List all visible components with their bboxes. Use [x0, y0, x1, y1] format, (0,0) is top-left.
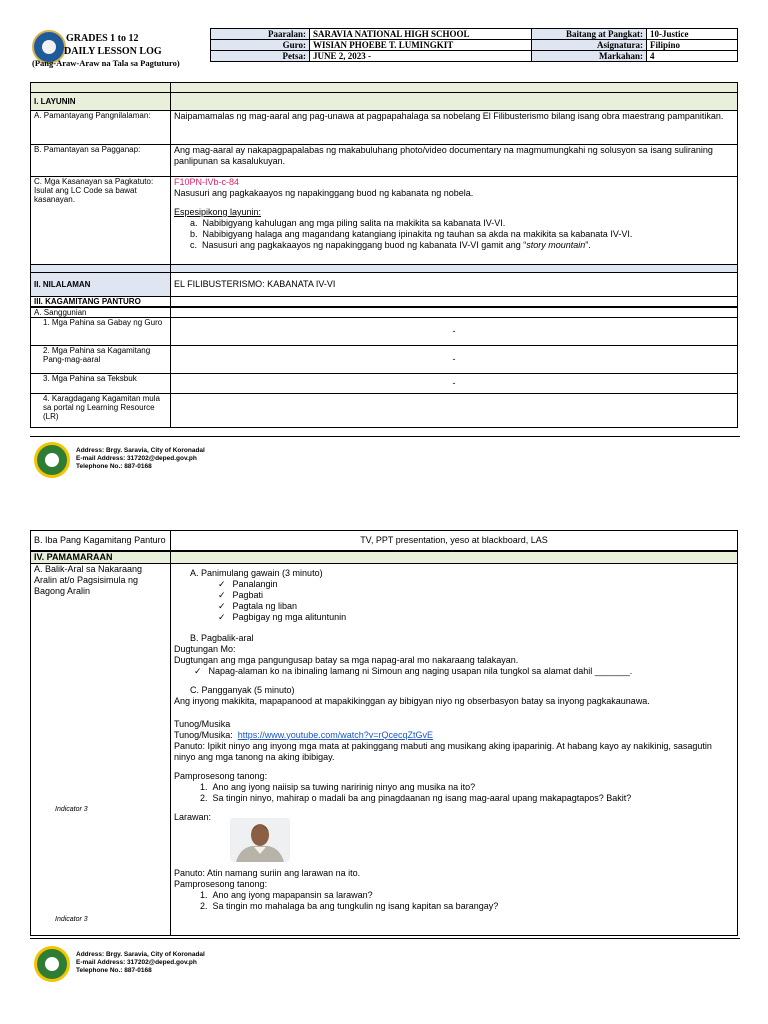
footer-1-address: Address: Brgy. Saravia, City of Koronadal: [76, 447, 205, 454]
objective-a: a. Nabibigyang kahulugan ang mga piling salita na makikita sa kabanata IV-VI.: [190, 218, 506, 228]
panuto-1: Panuto: Ipikit ninyo ang inyong mga mata at pakinggang mabuti ang musikang aking ipaparinig. At habang kayo ay nakikinig, sasagutin ninyo ang mga tanong na aking ibibigay.: [174, 740, 712, 762]
question-2: 2. Sa tingin ninyo, mahirap o madali ba ang pinagdaanan ng isang mag-aaral upang makapagtapos? Bakit?: [200, 792, 632, 803]
pamprosesong-tanong-1: Pamprosesong tanong:: [174, 770, 268, 781]
pamamaraan-content: [171, 563, 738, 935]
objective-b: b. Nabibigyang halaga ang magandang katangiang ipinakita ng tauhan sa akda na makikita sa kabanata IV-VI.: [190, 229, 633, 239]
check-item-3: ✓ Pagtala ng liban: [218, 600, 298, 611]
teacher-value: WISIAN PHOEBE T. LUMINGKIT: [310, 40, 532, 51]
grade-label: Baitang at Pangkat:: [532, 29, 647, 40]
pangganyak-title: C. Pangganyak (5 minuto): [190, 684, 295, 695]
school-logo-icon: [34, 442, 70, 478]
espesipikong-layunin-title: Espesipikong layunin:: [174, 207, 262, 217]
kasanayan-label: C. Mga Kasanayan sa Pagkatuto: Isulat ang LC Code sa bawat kasanayan.: [31, 177, 171, 265]
dugtungan-item: ✓ Napag-alaman ko na ibinaling lamang ni Simoun ang naging usapan nila tungkol sa alamat dahil _______.: [194, 665, 633, 676]
lesson-table-page1: [30, 82, 738, 428]
sanggunian-label: A. Sanggunian: [31, 307, 171, 318]
panuto-2: Panuto: Atin namang suriin ang larawan na ito.: [174, 867, 361, 878]
dugtungan-text: Dugtungan ang mga pangungusap batay sa mga napag-aral mo nakaraang talakayan.: [174, 654, 519, 665]
footer-2-phone: Telephone No.: 887-0168: [76, 967, 152, 974]
header-title-line2: DAILY LESSON LOG: [64, 46, 162, 57]
check-icon: ✓: [218, 600, 226, 611]
pagbalik-aral-title: B. Pagbalik-aral: [190, 632, 254, 643]
check-icon: ✓: [194, 665, 202, 676]
iba-kagamitan-text: TV, PPT presentation, yeso at blackboard, LAS: [171, 531, 738, 551]
footer-2-address: Address: Brgy. Saravia, City of Koronadal: [76, 951, 205, 958]
dugtungan-title: Dugtungan Mo:: [174, 643, 236, 654]
school-value: SARAVIA NATIONAL HIGH SCHOOL: [310, 29, 532, 40]
balik-aral-label: A. Balik-Aral sa Nakaraang Aralin at/o Pagsisimula ng Bagong Aralin: [34, 563, 143, 596]
youtube-link[interactable]: https://www.youtube.com/watch?v=rQcecqZtGvE: [237, 729, 434, 740]
header-title-line3: (Pang-Araw-Araw na Tala sa Pagtuturo): [32, 58, 180, 68]
quarter-value: 4: [647, 51, 738, 62]
pamantayan-pagganap-label: B. Pamantayan sa Pagganap:: [31, 145, 171, 177]
header-title-line1: GRADES 1 to 12: [66, 33, 139, 44]
kagamitang-mag-aaral-label: 2. Mga Pahina sa Kagamitang Pang-mag-aaral: [31, 346, 171, 374]
check-icon: ✓: [218, 578, 226, 589]
quarter-label: Markahan:: [532, 51, 647, 62]
panimula-title: A. Panimulang gawain (3 minuto): [190, 567, 323, 578]
lc-code: F10PN-IVb-c-84: [174, 177, 240, 187]
teacher-label: Guro:: [211, 40, 310, 51]
teksbuk-value: -: [171, 374, 738, 394]
question-4: 2. Sa tingin mo mahalaga ba ang tungkulin ng isang kapitan sa barangay?: [200, 900, 499, 911]
pamprosesong-tanong-2: Pamprosesong tanong:: [174, 878, 268, 889]
check-item-1: ✓ Panalangin: [218, 578, 278, 589]
subject-value: Filipino: [647, 40, 738, 51]
teksbuk-label: 3. Mga Pahina sa Teksbuk: [31, 374, 171, 394]
pamantayang-pangnilalaman-text: Naipamamalas ng mag-aaral ang pag-unawa at pagpapahalaga sa nobelang El Filibusterismo bilang isang obra maestrang pampanitikan.: [171, 111, 738, 145]
check-item-2: ✓ Pagbati: [218, 589, 264, 600]
pamantayan-pagganap-text: Ang mag-aaral ay nakapagpapalabas ng makabuluhang photo/video documentary na magmumungkahi ng solusyon sa isang suliraning panlipunan sa kasalukuyan.: [171, 145, 738, 177]
header-info-table: [210, 28, 738, 62]
larawan-label: Larawan:: [174, 811, 212, 822]
header-title-block: [32, 28, 210, 68]
footer-1-email: E-mail Address: 317202@deped.gov.ph: [76, 455, 197, 462]
tunog-title: Tunog/Musika: [174, 718, 231, 729]
question-1: 1. Ano ang iyong naiisip sa tuwing naririnig ninyo ang musika na ito?: [200, 781, 476, 792]
school-logo-icon: [34, 946, 70, 982]
subject-label: Asignatura:: [532, 40, 647, 51]
page1-footer-divider: [30, 436, 740, 437]
lesson-table-page2: [30, 530, 738, 936]
kagamitang-mag-aaral-value: -: [171, 346, 738, 374]
gabay-guro-value: -: [171, 318, 738, 346]
iba-kagamitan-label: B. Iba Pang Kagamitang Panturo: [31, 531, 171, 551]
layunin-title: I. LAYUNIN: [31, 93, 171, 111]
check-icon: ✓: [218, 611, 226, 622]
check-icon: ✓: [218, 589, 226, 600]
date-label: Petsa:: [211, 51, 310, 62]
kagamitan-title: III. KAGAMITANG PANTURO: [31, 297, 171, 308]
grade-value: 10-Justice: [647, 29, 738, 40]
balik-aral-label-cell: [31, 563, 171, 935]
nilalaman-text: EL FILIBUSTERISMO: KABANATA IV-VI: [171, 273, 738, 297]
pangganyak-text: Ang inyong makikita, mapapanood at mapakikinggan ay bibigyan niyo ng obserbasyon batay sa inyong pagkakaunawa.: [174, 695, 650, 706]
nilalaman-title: II. NILALAMAN: [31, 273, 171, 297]
footer-1-phone: Telephone No.: 887-0168: [76, 463, 152, 470]
indicator-label-1: Indicator 3: [55, 805, 88, 813]
page2-footer-divider: [30, 938, 740, 939]
kasanayan-cell: [171, 177, 738, 265]
kapitan-photo: [230, 818, 290, 862]
tunog-line: Tunog/Musika: https://www.youtube.com/watch?v=rQcecqZtGvE: [174, 729, 434, 740]
lr-portal-label: 4. Karagdagang Kagamitan mula sa portal ng Learning Resource (LR): [31, 394, 171, 428]
person-photo-icon: [230, 818, 290, 862]
footer-2-email: E-mail Address: 317202@deped.gov.ph: [76, 959, 197, 966]
school-label: Paaralan:: [211, 29, 310, 40]
question-3: 1. Ano ang iyong mapapansin sa larawan?: [200, 889, 373, 900]
pamamaraan-title: IV. PAMAMARAAN: [31, 551, 171, 564]
indicator-label-2: Indicator 3: [55, 915, 88, 923]
date-value: JUNE 2, 2023 -: [310, 51, 532, 62]
gabay-guro-label: 1. Mga Pahina sa Gabay ng Guro: [31, 318, 171, 346]
larawan-row: [174, 812, 734, 864]
objective-c: c. Nasusuri ang pagkakaayos ng napakinggang buod ng kabanata IV-VI gamit ang “story mountain”.: [190, 240, 591, 250]
check-item-4: ✓ Pagbigay ng mga alituntunin: [218, 611, 347, 622]
kasanayan-text: Nasusuri ang pagkakaayos ng napakinggang buod ng kabanata ng nobela.: [174, 188, 474, 198]
pamantayang-pangnilalaman-label: A. Pamantayang Pangnilalaman:: [31, 111, 171, 145]
